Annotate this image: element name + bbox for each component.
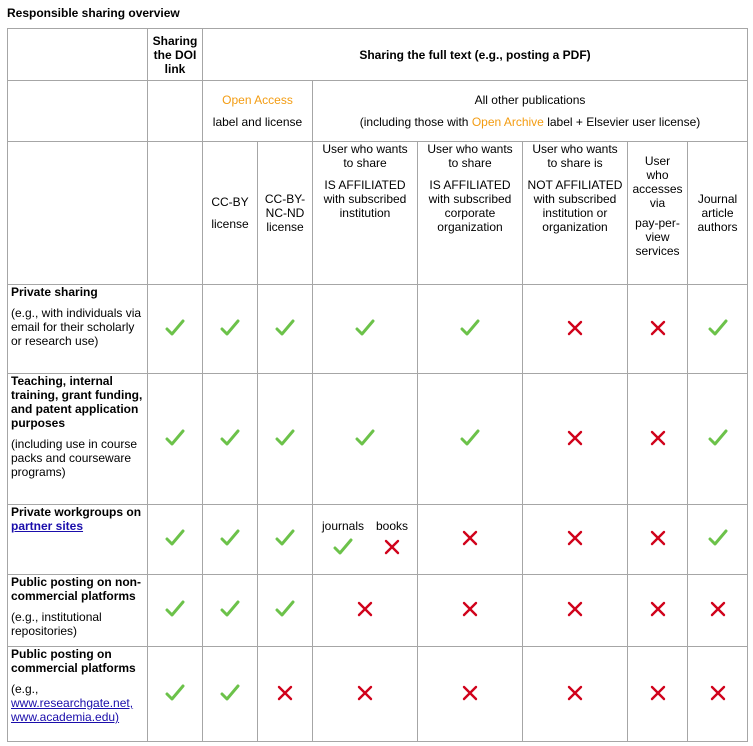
- mark-cell: [203, 647, 258, 742]
- sharing-table: [7, 28, 748, 742]
- cross-icon: [708, 683, 728, 703]
- external-link[interactable]: www.academia.edu): [11, 710, 120, 724]
- check-icon: [220, 599, 240, 619]
- mark-cell: [203, 374, 258, 505]
- cross-icon: [460, 683, 480, 703]
- check-icon: [165, 528, 185, 548]
- header-empty: [8, 142, 148, 285]
- books-col: [376, 519, 408, 560]
- col-line: User who wants: [427, 142, 513, 156]
- col-line: via: [649, 196, 666, 210]
- header-open-access: [203, 81, 313, 142]
- row-label-line: training, grant funding,: [11, 388, 143, 402]
- cross-icon: [648, 528, 668, 548]
- col-line: services: [635, 244, 680, 258]
- mark-cell: [148, 505, 203, 575]
- cross-icon: [708, 599, 728, 619]
- check-icon: [165, 318, 185, 338]
- column-header-0: [203, 142, 258, 285]
- table-row: [8, 374, 748, 505]
- mark-cell: [523, 285, 628, 374]
- column-header-4: [523, 142, 628, 285]
- table-row: [8, 575, 748, 647]
- check-icon: [460, 318, 480, 338]
- check-icon: [220, 428, 240, 448]
- row-label-line: Public posting on: [11, 647, 112, 661]
- header-doi: [148, 29, 203, 81]
- row-note-line: programs): [11, 465, 66, 479]
- row-label-line: purposes: [11, 416, 66, 430]
- mark-cell: [418, 374, 523, 505]
- col-line: User: [644, 154, 671, 168]
- header-row-mid: [8, 81, 748, 142]
- col-line: accesses: [632, 182, 683, 196]
- mark-cell: [523, 575, 628, 647]
- mark-cell: [148, 374, 203, 505]
- col-line: CC-BY-: [264, 192, 306, 206]
- mark-cell: [523, 374, 628, 505]
- col-line: IS AFFILIATED: [324, 178, 406, 192]
- mark-cell: [313, 647, 418, 742]
- col-line: Journal: [697, 192, 738, 206]
- row-note-line: packs and courseware: [11, 451, 132, 465]
- table-row: [8, 285, 748, 374]
- row-note: [11, 682, 144, 724]
- row-label: [8, 575, 148, 647]
- cross-icon: [648, 599, 668, 619]
- row-note-line: or research use): [11, 334, 99, 348]
- mark-cell: [148, 575, 203, 647]
- check-icon: [220, 318, 240, 338]
- mark-cell: [418, 647, 523, 742]
- mark-cell: [258, 374, 313, 505]
- mark-cell: [313, 575, 418, 647]
- check-icon: [165, 428, 185, 448]
- mark-cell: [258, 285, 313, 374]
- cross-icon: [355, 599, 375, 619]
- row-label: [8, 647, 148, 742]
- col-line: NOT AFFILIATED: [527, 178, 623, 192]
- row-label-line: and patent application: [11, 402, 139, 416]
- mark-cell: [628, 647, 688, 742]
- mark-cell: [258, 505, 313, 575]
- row-note-line: repositories): [11, 624, 78, 638]
- col-line: with subscribed: [323, 192, 407, 206]
- all-other-note: [316, 115, 744, 129]
- header-all-other: [313, 81, 748, 142]
- row-note: [11, 306, 144, 348]
- mark-cell: [313, 285, 418, 374]
- cross-icon: [460, 528, 480, 548]
- check-icon: [355, 428, 375, 448]
- open-access-suffix: label and license: [212, 115, 303, 129]
- check-icon: [355, 318, 375, 338]
- col-line: CC-BY: [211, 195, 249, 209]
- col-line: User who wants: [532, 142, 618, 156]
- col-line: authors: [697, 220, 738, 234]
- mark-cell: [313, 505, 418, 575]
- col-line: with subscribed: [428, 192, 512, 206]
- header-doi-line: Sharing: [152, 33, 198, 48]
- mark-cell: [688, 374, 748, 505]
- row-label: [8, 285, 148, 374]
- col-line: article: [701, 206, 734, 220]
- check-icon: [275, 318, 295, 338]
- header-empty: [8, 29, 148, 81]
- journals-books-split: [316, 519, 414, 560]
- col-line: to share: [448, 156, 492, 170]
- check-icon: [708, 528, 728, 548]
- col-line: corporate: [444, 206, 496, 220]
- header-doi-line: link: [164, 61, 186, 76]
- external-link[interactable]: www.researchgate.net,: [11, 696, 134, 710]
- col-line: IS AFFILIATED: [429, 178, 511, 192]
- col-line: User who wants: [322, 142, 408, 156]
- cross-icon: [565, 683, 585, 703]
- partner-sites-link[interactable]: partner sites: [11, 519, 84, 533]
- row-note-line: (e.g., with individuals via: [11, 306, 142, 320]
- cross-icon: [565, 428, 585, 448]
- cross-icon: [565, 528, 585, 548]
- column-header-5: [628, 142, 688, 285]
- mark-cell: [418, 575, 523, 647]
- row-note-line: email for their scholarly: [11, 320, 135, 334]
- note-prefix: (including those with: [359, 115, 472, 129]
- header-row-sub: [8, 142, 748, 285]
- note-suffix: label + Elsevier user license): [543, 115, 701, 129]
- mark-cell: [418, 285, 523, 374]
- mark-cell: [313, 374, 418, 505]
- header-row-top: [8, 29, 748, 81]
- check-icon: [165, 683, 185, 703]
- col-line: institution or: [542, 206, 608, 220]
- row-note-line: (including use in course: [11, 437, 138, 451]
- row-label-line: Public posting on non-: [11, 575, 141, 589]
- row-link-wrap: [11, 696, 144, 710]
- all-other-label: All other publications: [474, 93, 586, 107]
- row-label-line: commercial platforms: [11, 661, 136, 675]
- row-label-line: commercial platforms: [11, 589, 136, 603]
- col-line: who: [646, 168, 669, 182]
- row-label: [8, 505, 148, 575]
- open-access-label: Open Access: [222, 93, 293, 107]
- mark-cell: [203, 505, 258, 575]
- mark-cell: [628, 575, 688, 647]
- cross-icon: [460, 599, 480, 619]
- row-label: [8, 374, 148, 505]
- row-label-line: Private sharing: [11, 285, 98, 299]
- mark-cell: [148, 285, 203, 374]
- mark-cell: [418, 505, 523, 575]
- row-label-line: Private workgroups on: [11, 505, 142, 519]
- column-header-1: [258, 142, 313, 285]
- mark-cell: [628, 285, 688, 374]
- col-line: license: [266, 220, 304, 234]
- mark-cell: [203, 285, 258, 374]
- check-icon: [708, 428, 728, 448]
- mark-cell: [628, 505, 688, 575]
- row-note-line: (e.g., institutional: [11, 610, 102, 624]
- cross-icon: [648, 318, 668, 338]
- cross-icon: [565, 318, 585, 338]
- column-header-2: [313, 142, 418, 285]
- row-note: [11, 437, 144, 479]
- mark-cell: [628, 374, 688, 505]
- cross-icon: [565, 599, 585, 619]
- check-icon: [220, 528, 240, 548]
- mark-cell: [523, 505, 628, 575]
- open-archive-label: Open Archive: [471, 115, 544, 129]
- col-line: pay-per-: [635, 216, 680, 230]
- mark-cell: [688, 505, 748, 575]
- page-title: Responsible sharing overview: [7, 6, 180, 20]
- col-line: organization: [542, 220, 608, 234]
- header-full-text-label: Sharing the full text (e.g., posting a PDF): [359, 47, 591, 62]
- mark-cell: [688, 285, 748, 374]
- column-header-6: [688, 142, 748, 285]
- row-note: [11, 610, 144, 638]
- col-line: to share: [343, 156, 387, 170]
- col-line: organization: [437, 220, 503, 234]
- col-line: NC-ND: [265, 206, 305, 220]
- mark-cell: [148, 647, 203, 742]
- cross-icon: [355, 683, 375, 703]
- mark-cell: [258, 575, 313, 647]
- header-full-text: [203, 29, 748, 81]
- col-line: with subscribed: [533, 192, 617, 206]
- mark-cell: [523, 647, 628, 742]
- row-link-wrap: [11, 710, 144, 724]
- cross-icon: [648, 428, 668, 448]
- journals-col: [322, 519, 364, 560]
- col-line: view: [645, 230, 670, 244]
- col-line: to share is: [547, 156, 603, 170]
- row-note-line: (e.g.,: [11, 682, 39, 696]
- check-icon: [220, 683, 240, 703]
- mark-cell: [203, 575, 258, 647]
- check-icon: [275, 599, 295, 619]
- row-label-line: Teaching, internal: [11, 374, 113, 388]
- header-doi-line: the DOI: [153, 47, 197, 62]
- journals-label: journals: [321, 519, 365, 533]
- header-empty: [8, 81, 148, 142]
- cross-icon: [648, 683, 668, 703]
- books-label: books: [375, 519, 409, 533]
- table-row: [8, 505, 748, 575]
- table-row: [8, 647, 748, 742]
- header-empty: [148, 81, 203, 142]
- mark-cell: [688, 575, 748, 647]
- header-empty: [148, 142, 203, 285]
- check-icon: [708, 318, 728, 338]
- cross-icon: [382, 537, 402, 557]
- check-icon: [460, 428, 480, 448]
- col-line: institution: [339, 206, 391, 220]
- column-header-3: [418, 142, 523, 285]
- check-icon: [275, 428, 295, 448]
- mark-cell: [258, 647, 313, 742]
- col-line: license: [211, 217, 249, 231]
- check-icon: [275, 528, 295, 548]
- check-icon: [165, 599, 185, 619]
- check-icon: [333, 537, 353, 557]
- cross-icon: [275, 683, 295, 703]
- mark-cell: [688, 647, 748, 742]
